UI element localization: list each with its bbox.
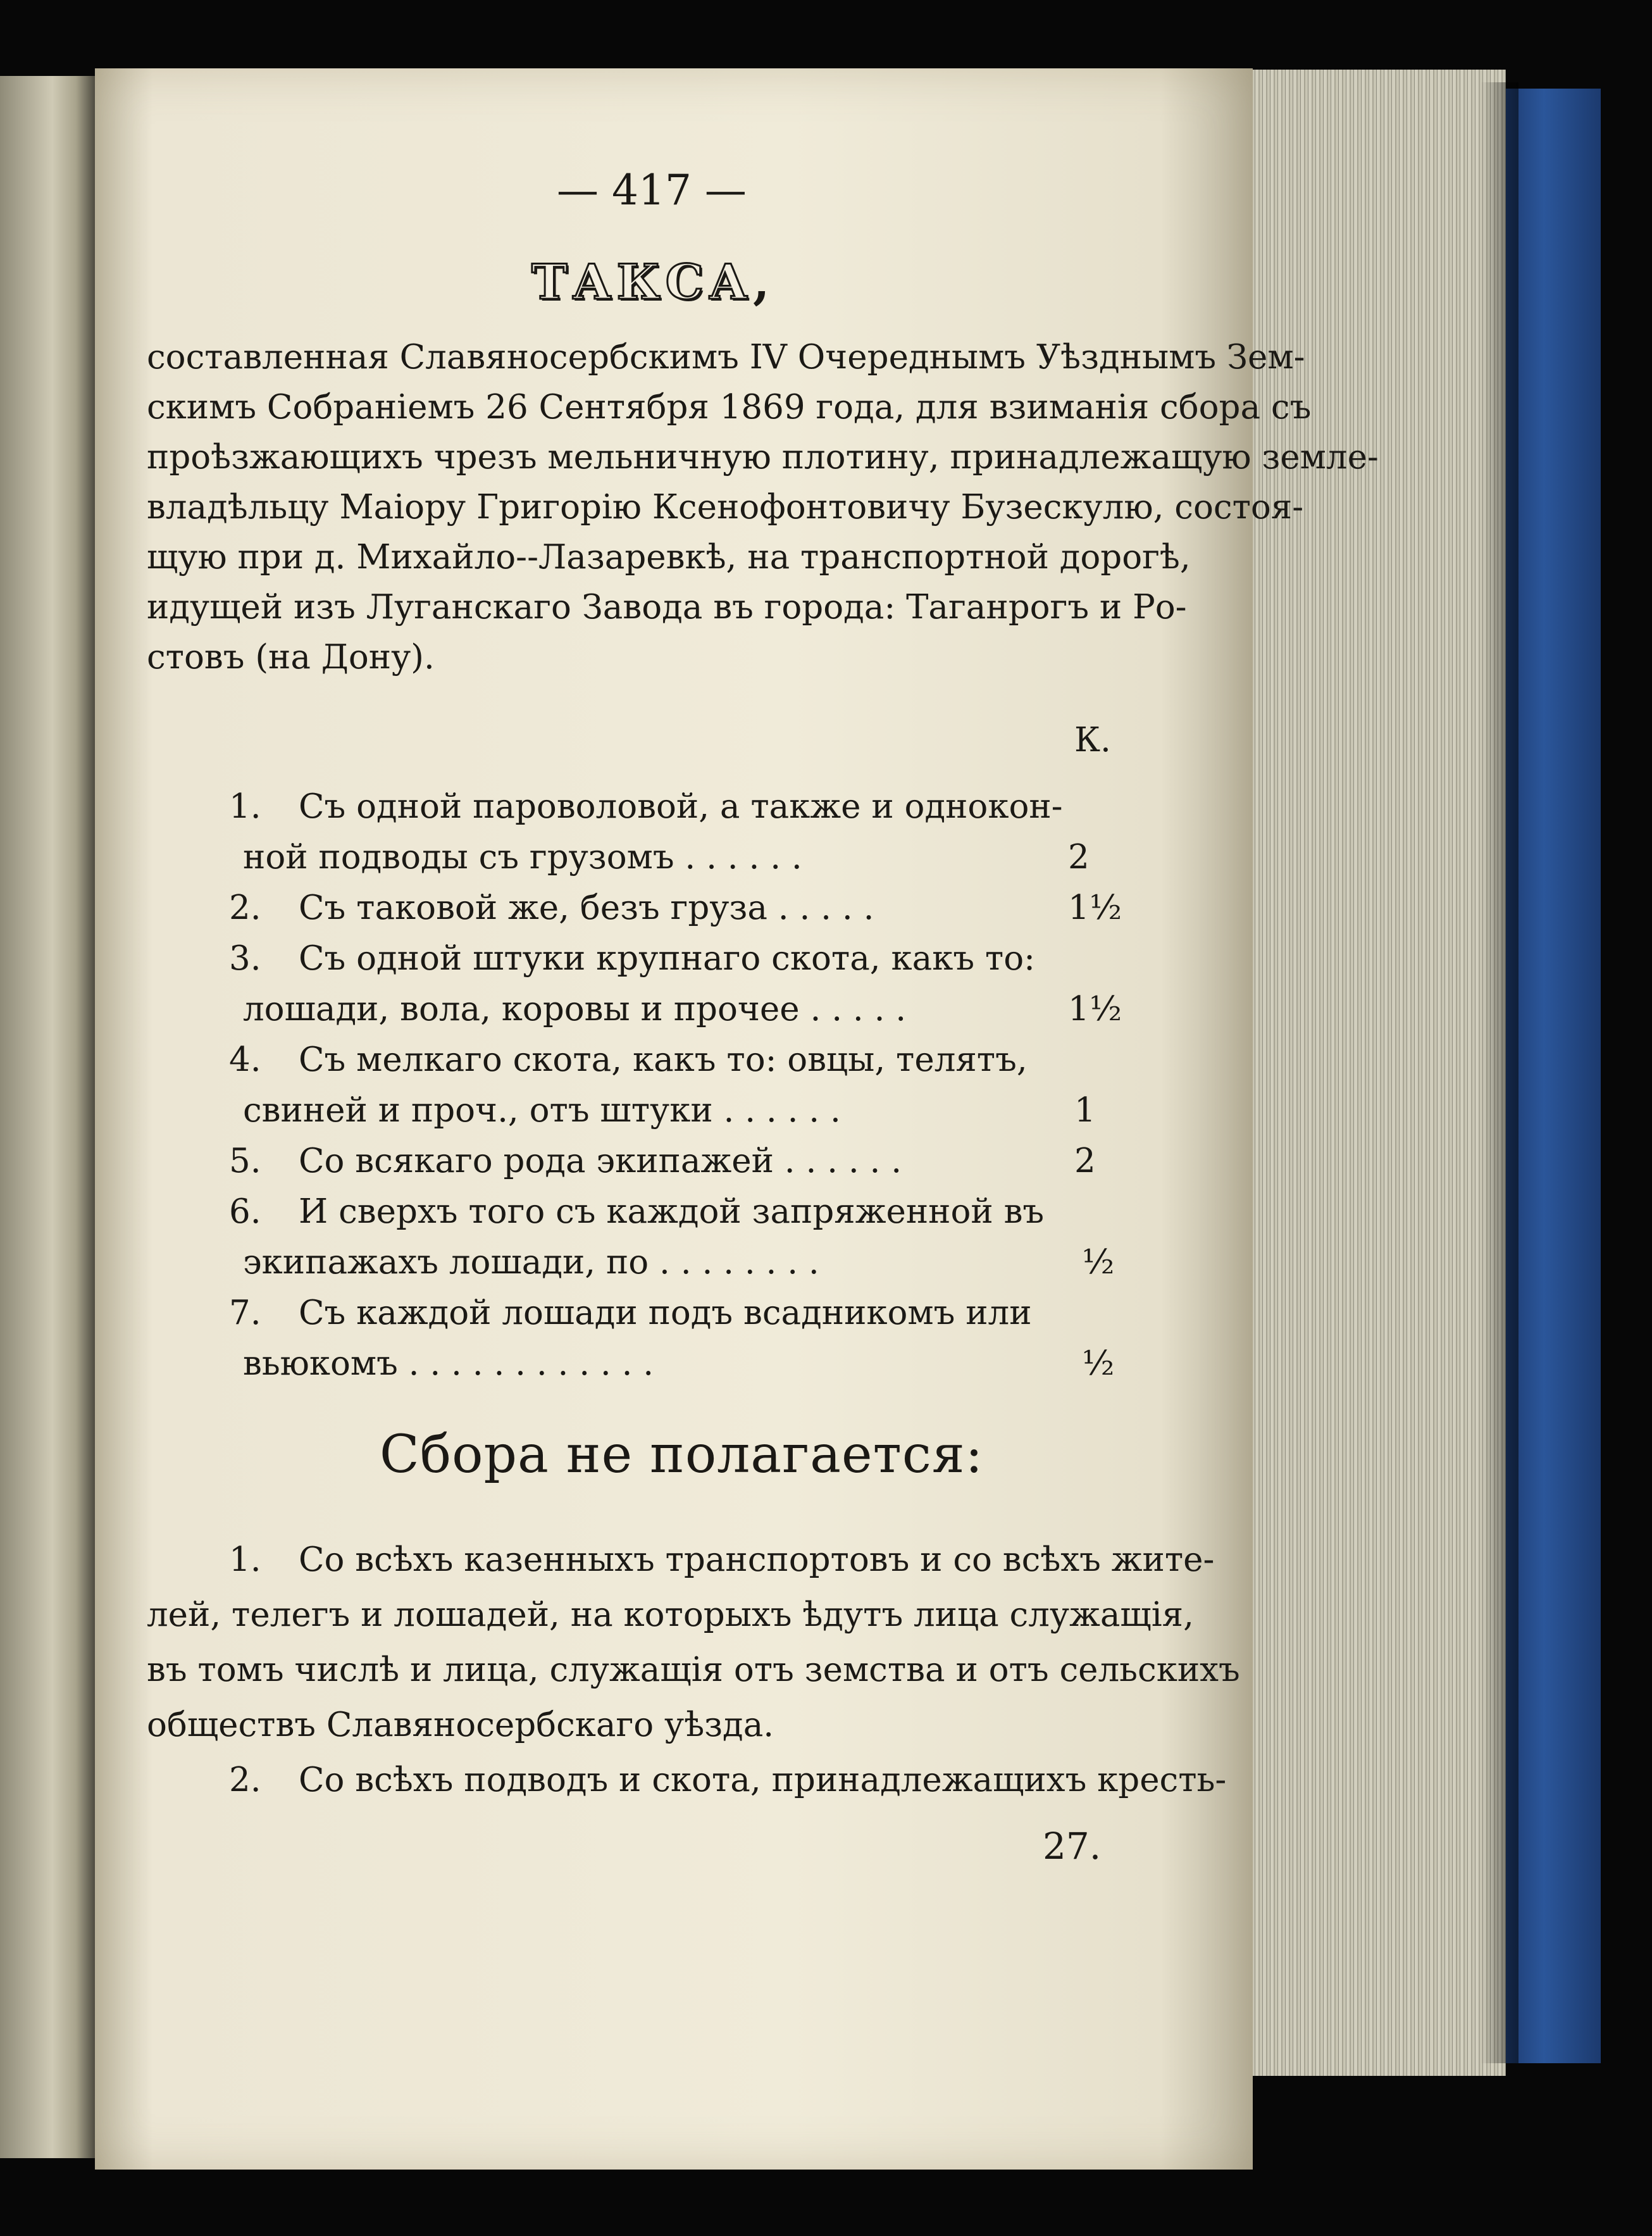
- tariff-line: И сверхъ того съ каждой запряженной въ: [299, 1192, 1045, 1231]
- intro-line-5: идущей изъ Луганскаго Завода въ города: Таганрогъ и Ро-: [147, 588, 1187, 627]
- tariff-price-6: ½: [1082, 1243, 1115, 1282]
- left-page-edge: [0, 76, 95, 2158]
- tariff-line: ной подводы съ грузомъ . . . . . .: [243, 838, 802, 877]
- intro-line-4: щую при д. Михайло--Лазаревкѣ, на транспортной дорогѣ,: [147, 538, 1191, 577]
- intro-line-2: проѣзжающихъ чрезъ мельничную плотину, принадлежащую земле-: [147, 438, 1379, 477]
- tariff-line: Съ таковой же, безъ груза . . . . .: [299, 889, 874, 927]
- tariff-price-3: 1½: [1068, 990, 1122, 1028]
- tariff-num-6: 6.: [229, 1192, 261, 1231]
- heading: [531, 254, 774, 310]
- tariff-num-1: 1.: [229, 787, 261, 826]
- tariff-line: вьюкомъ . . . . . . . . . . . .: [243, 1344, 654, 1383]
- column-header: К.: [1074, 721, 1111, 759]
- book-page: [95, 68, 1379, 2170]
- heading-punct: ,: [752, 254, 774, 310]
- exemption-line: въ томъ числѣ и лица, служащія отъ земства и отъ сельскихъ: [147, 1651, 1240, 1689]
- intro-line-1: скимъ Собраніемъ 26 Сентября 1869 года, для взиманія сбора съ: [147, 388, 1312, 427]
- tariff-line: Съ одной пароволовой, а также и однокон-: [299, 787, 1063, 826]
- tariff-num-7: 7.: [229, 1294, 261, 1332]
- tariff-line: Со всякаго рода экипажей . . . . . .: [299, 1142, 902, 1180]
- exemption-line: лей, телегъ и лошадей, на которыхъ ѣдутъ лица служащія,: [147, 1596, 1194, 1634]
- tariff-line: экипажахъ лошади, по . . . . . . . .: [243, 1243, 819, 1282]
- page-number: — 417 —: [557, 166, 747, 215]
- exemption-line: Со всѣхъ казенныхъ транспортовъ и со всѣхъ жите-: [299, 1540, 1215, 1579]
- signature-mark: 27.: [1043, 1825, 1102, 1868]
- tariff-num-5: 5.: [229, 1142, 261, 1180]
- tariff-price-4: 1: [1074, 1091, 1096, 1130]
- book-cover-edge: [1506, 89, 1601, 2063]
- tariff-line: Съ мелкаго скота, какъ то: овцы, телятъ,: [299, 1040, 1028, 1079]
- tariff-line: Съ каждой лошади подъ всадникомъ или: [299, 1294, 1032, 1332]
- exemption-line: Со всѣхъ подводъ и скота, принадлежащихъ кресть-: [299, 1761, 1227, 1799]
- exemption-line: обществъ Славяносербскаго уѣзда.: [147, 1706, 774, 1744]
- tariff-num-3: 3.: [229, 939, 261, 978]
- tariff-price-1: 2: [1068, 838, 1090, 877]
- intro-line-0: составленная Славяносербскимъ IV Очереднымъ Уѣзднымъ Зем-: [147, 338, 1305, 377]
- heading-title: ТАКСА: [531, 254, 753, 310]
- tariff-line: свиней и проч., отъ штуки . . . . . .: [243, 1091, 841, 1130]
- tariff-num-2: 2.: [229, 889, 261, 927]
- exemption-num-2: 2.: [229, 1761, 261, 1799]
- tariff-price-2: 1½: [1068, 889, 1122, 927]
- tariff-line: Съ одной штуки крупнаго скота, какъ то:: [299, 939, 1035, 978]
- intro-line-3: владѣльцу Маіору Григорію Ксенофонтовичу Бузескулю, состоя-: [147, 488, 1304, 527]
- tariff-price-7: ½: [1082, 1344, 1115, 1383]
- tariff-line: лошади, вола, коровы и прочее . . . . .: [243, 990, 907, 1028]
- subheading: Сбора не полагается:: [380, 1425, 984, 1485]
- tariff-num-4: 4.: [229, 1040, 261, 1079]
- intro-line-6: стовъ (на Дону).: [147, 638, 435, 677]
- exemption-num-1: 1.: [229, 1540, 261, 1579]
- tariff-price-5: 2: [1074, 1142, 1096, 1180]
